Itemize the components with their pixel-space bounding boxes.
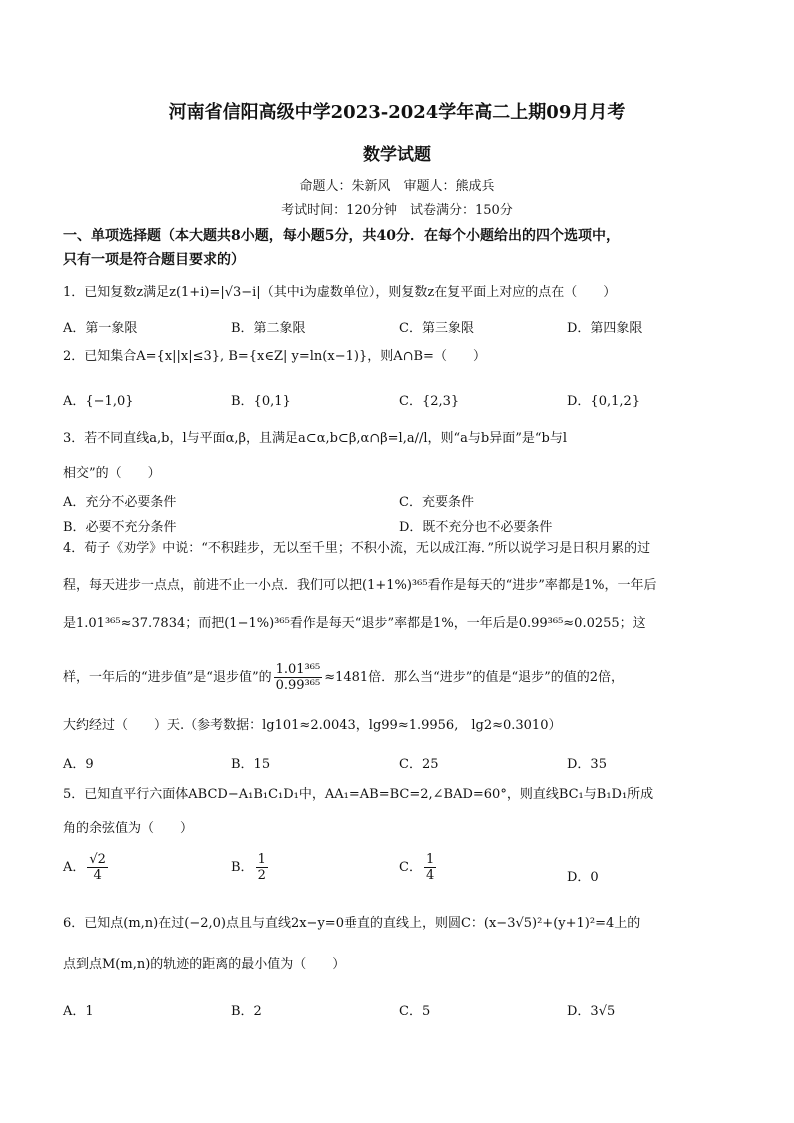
q5-option-b[interactable] — [231, 852, 270, 883]
q4-option-c[interactable]: C．25 — [399, 757, 439, 772]
q4-fraction-numerator: 1.01³⁶⁵ — [275, 662, 321, 677]
question-6-line2: 点到点M(m,n)的轨迹的距离的最小值为（ ） — [63, 957, 346, 972]
q4-line4-suffix: ≈1481倍．那么当“进步”的值是“退步”的值的2倍， — [324, 670, 625, 685]
q3-option-d[interactable]: D．既不充分也不必要条件 — [399, 520, 553, 535]
q5-c-denominator: 4 — [425, 868, 435, 883]
q5-b-numerator: 1 — [257, 852, 266, 867]
q5-option-c-fraction — [424, 852, 436, 883]
q5-option-a-label: A． — [63, 860, 86, 875]
q4-option-a[interactable]: A．9 — [63, 757, 94, 772]
q3-option-c[interactable]: C．充要条件 — [399, 495, 474, 510]
q5-option-b-fraction — [256, 852, 268, 883]
q6-option-c[interactable]: C．5 — [399, 1004, 431, 1019]
q6-option-d[interactable]: D．3√5 — [567, 1004, 616, 1019]
question-4-line4 — [63, 660, 624, 696]
q4-fraction-denominator: 0.99³⁶⁵ — [275, 678, 321, 693]
q5-c-numerator: 1 — [425, 852, 435, 867]
question-1-text: 1．已知复数z满足z(1+i)=|√3−i|（其中i为虚数单位），则复数z在复平面上对应的点在（ ） — [63, 285, 617, 300]
section-heading-line2: 只有一项是符合题目要求的） — [63, 252, 245, 268]
q1-option-d[interactable]: D．第四象限 — [567, 321, 643, 336]
question-4-line1: 4．荀子《劝学》中说：“不积跬步，无以至千里；不积小流，无以成江海．”所以说学习是日积月累的过 — [63, 541, 651, 556]
q4-line4-prefix: 样，一年后的“进步值”是“退步值”的 — [63, 670, 272, 685]
question-4-line2: 程，每天进步一点点，前进不止一小点．我们可以把(1+1%)³⁶⁵看作是每天的“进步”率都是1%，一年后 — [63, 578, 657, 593]
question-3-line1: 3．若不同直线a,b，l与平面α,β，且满足a⊂α,b⊂β,α∩β=l,a//l，则“a与b异面”是“b与l — [63, 431, 568, 446]
exam-authors: 命题人：朱新风 审题人：熊成兵 — [299, 179, 495, 194]
question-5-line2: 角的余弦值为（ ） — [63, 821, 194, 836]
question-3-line2: 相交”的（ ） — [63, 466, 161, 481]
q5-option-b-label: B． — [231, 860, 254, 875]
q2-option-b[interactable]: B．{0,1} — [231, 394, 291, 409]
q5-option-c[interactable] — [399, 852, 438, 883]
q6-option-a[interactable]: A．1 — [63, 1004, 94, 1019]
q1-option-b[interactable]: B．第二象限 — [231, 321, 306, 336]
q2-option-a[interactable]: A．{−1,0} — [63, 394, 134, 409]
q5-option-a[interactable] — [63, 852, 110, 883]
q5-b-denominator: 2 — [257, 868, 266, 883]
q3-option-b[interactable]: B．必要不充分条件 — [63, 520, 177, 535]
q5-option-c-label: C． — [399, 860, 422, 875]
q2-option-d[interactable]: D．{0,1,2} — [567, 394, 641, 409]
q6-option-b[interactable]: B．2 — [231, 1004, 262, 1019]
question-2-text: 2．已知集合A={x||x|≤3}, B={x∈Z| y=ln(x−1)}，则A∩B=（ ） — [63, 349, 486, 364]
q5-option-d[interactable]: D．0 — [567, 870, 599, 885]
question-6-line1: 6．已知点(m,n)在过(−2,0)点且与直线2x−y=0垂直的直线上，则圆C：(x−3√5)²+(y+1)²=4上的 — [63, 916, 641, 931]
exam-title: 河南省信阳高级中学2023-2024学年高二上期09月月考 — [168, 102, 626, 123]
q4-option-b[interactable]: B．15 — [231, 757, 271, 772]
question-5-line1: 5．已知直平行六面体ABCD−A₁B₁C₁D₁中，AA₁=AB=BC=2,∠BAD=60°，则直线BC₁与B₁D₁所成 — [63, 787, 654, 802]
section-heading-line1: 一、单项选择题（本大题共8小题，每小题5分，共40分．在每个小题给出的四个选项中， — [63, 228, 620, 244]
q5-option-a-fraction — [87, 852, 108, 883]
q3-option-a[interactable]: A．充分不必要条件 — [63, 495, 177, 510]
exam-subtitle: 数学试题 — [363, 145, 431, 165]
q5-a-denominator: 4 — [93, 868, 102, 883]
q1-option-c[interactable]: C．第三象限 — [399, 321, 474, 336]
question-4-line3: 是1.01³⁶⁵≈37.7834；而把(1−1%)³⁶⁵看作是每天“退步”率都是1%，一年后是0.99³⁶⁵≈0.0255；这 — [63, 616, 646, 631]
q1-option-a[interactable]: A．第一象限 — [63, 321, 138, 336]
exam-info: 考试时间：120分钟 试卷满分：150分 — [281, 203, 513, 218]
q2-option-c[interactable]: C．{2,3} — [399, 394, 460, 409]
question-4-line5: 大约经过（ ）天.（参考数据：lg101≈2.0043，lg99≈1.9956, lg2≈0.3010） — [63, 718, 562, 733]
q5-a-numerator: √2 — [89, 852, 106, 867]
q4-option-d[interactable]: D．35 — [567, 757, 607, 772]
q4-ratio-fraction — [274, 662, 323, 693]
